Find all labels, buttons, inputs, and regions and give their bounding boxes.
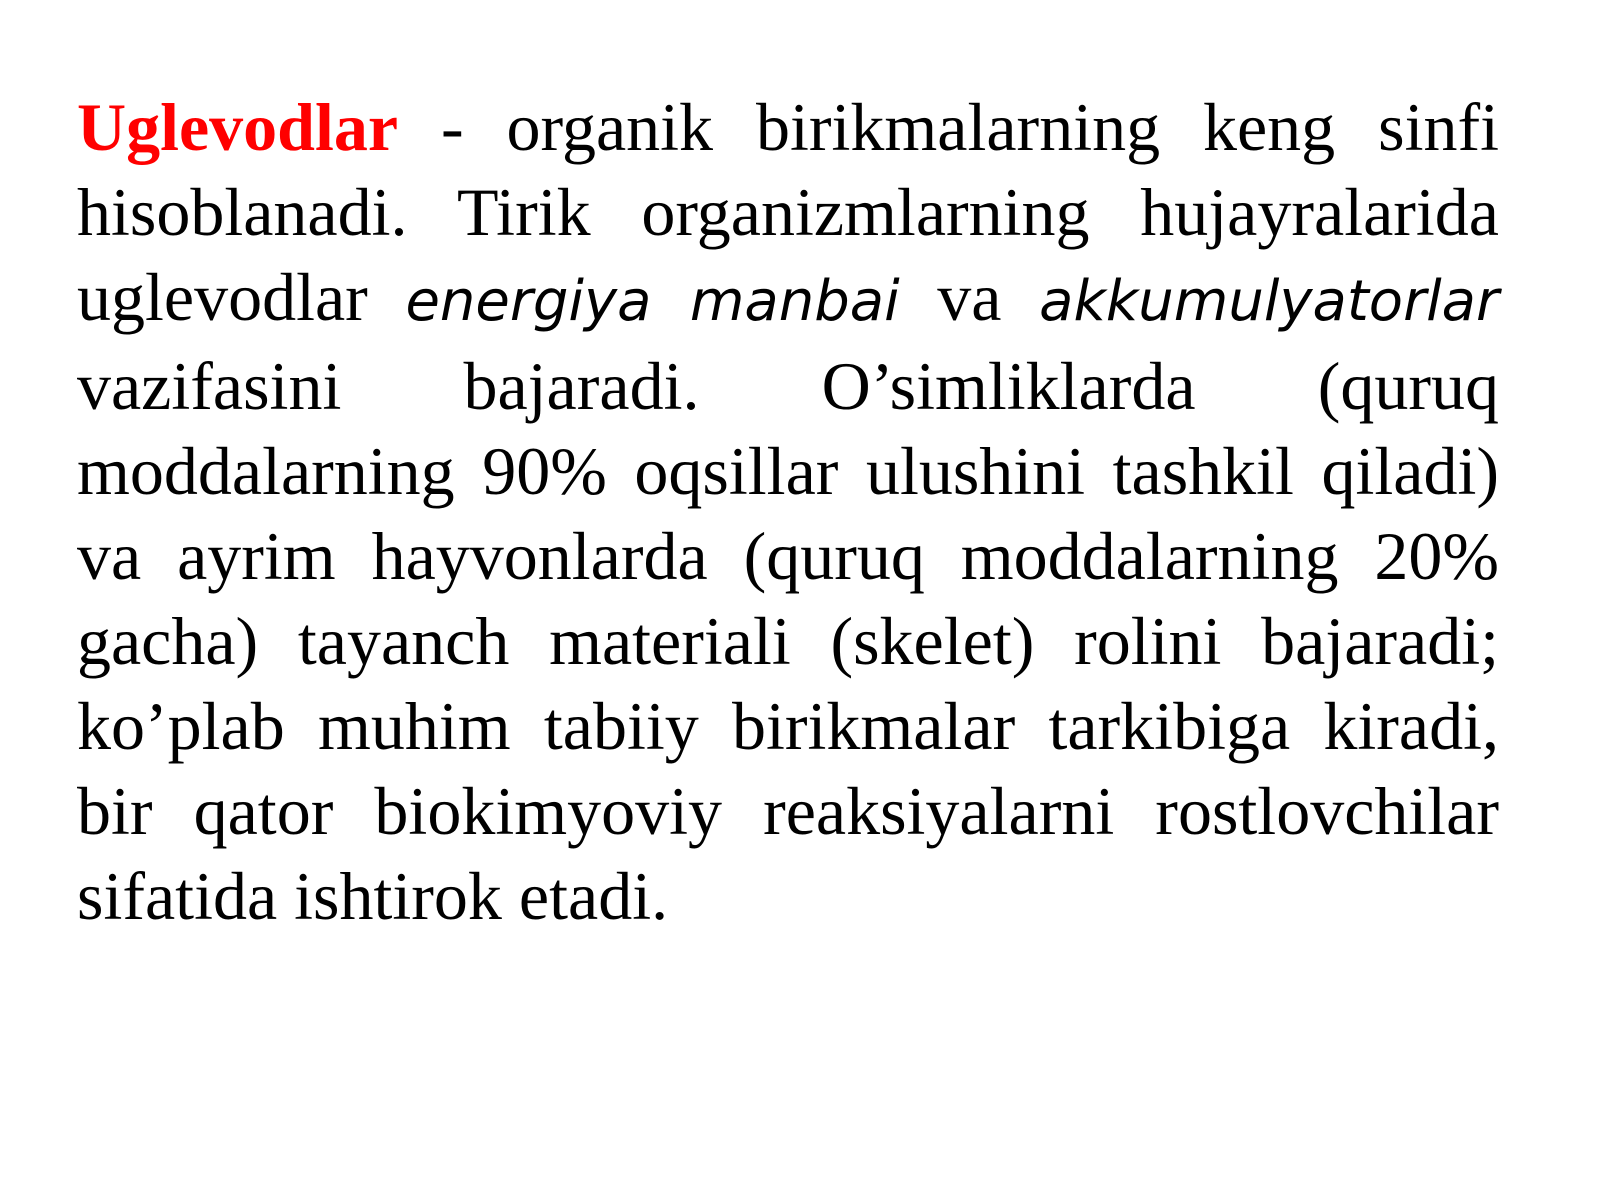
emphasis-energiya-manbai: energiya manbai: [405, 269, 900, 334]
definition-paragraph: [77, 85, 1499, 939]
emphasis-akkumulyatorlar: akkumulyatorlar: [1039, 269, 1499, 334]
text-segment-3: vazifasini bajaradi. O’simliklarda (quruq moddalarning 90% oqsillar ulushini tashkil qiladi) va ayrim hayvonlarda (quruq moddalarning 20% gacha) tayanch materiali (skelet) rolini bajaradi; ko’plab muhim tabiiy birikmalar tarkibiga kiradi, bir qator biokimyoviy reaksiyalarni rostlovchilar sifatida ishtirok etadi.: [77, 348, 1499, 934]
text-segment-2: va: [899, 259, 1040, 335]
text-segment-1: - organik birikmalarning keng sinfi hisoblanadi. Tirik organizmlarning hujayralarida uglevodlar: [77, 89, 1499, 335]
term-uglevodlar: Uglevodlar: [77, 89, 399, 165]
